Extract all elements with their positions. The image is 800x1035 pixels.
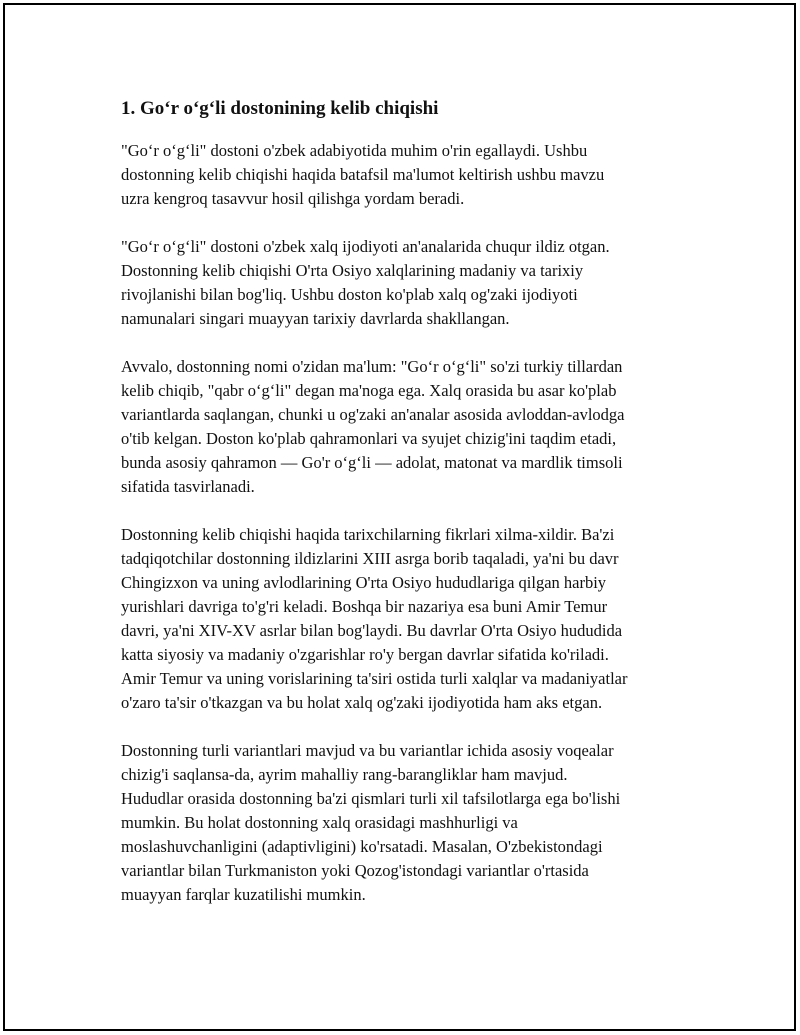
text-line: o'zaro ta'sir o'tkazgan va bu holat xalq og'zaki ijodiyotida ham aks etgan. [121, 693, 603, 712]
text-line: rivojlanishi bilan bog'liq. Ushbu doston ko'plab xalq og'zaki ijodiyoti [121, 285, 578, 304]
text-line: Avvalo, dostonning nomi o'zidan ma'lum: "Go‘r o‘g‘li" so'zi turkiy tillardan [121, 357, 623, 376]
text-line: uzra kengroq tasavvur hosil qilishga yordam beradi. [121, 189, 465, 208]
paragraph-3 [121, 355, 701, 499]
text-line: Dostonning kelib chiqishi O'rta Osiyo xalqlarining madaniy va tarixiy [121, 261, 584, 280]
text-line: namunalari singari muayyan tarixiy davrlarda shakllangan. [121, 309, 510, 328]
text-line: davri, ya'ni XIV-XV asrlar bilan bog'laydi. Bu davrlar O'rta Osiyo hududida [121, 621, 623, 640]
paragraph-2 [121, 235, 701, 331]
text-line: Hududlar orasida dostonning ba'zi qismlari turli xil tafsilotlarga ega bo'lishi [121, 789, 621, 808]
paragraph-4 [121, 523, 701, 715]
text-line: muayyan farqlar kuzatilishi mumkin. [121, 885, 366, 904]
text-line: bunda asosiy qahramon — Go'r o‘g‘li — adolat, matonat va mardlik timsoli [121, 453, 623, 472]
text-line: moslashuvchanligini (adaptivligini) ko'rsatadi. Masalan, O'zbekistondagi [121, 837, 603, 856]
text-line: tadqiqotchilar dostonning ildizlarini XIII asrga borib taqaladi, ya'ni bu davr [121, 549, 619, 568]
text-line: yurishlari davriga to'g'ri keladi. Boshqa bir nazariya esa buni Amir Temur [121, 597, 608, 616]
text-line: Amir Temur va uning vorislarining ta'siri ostida turli xalqlar va madaniyatlar [121, 669, 628, 688]
text-line: Dostonning turli variantlari mavjud va bu variantlar ichida asosiy voqealar [121, 741, 614, 760]
text-line: "Go‘r o‘g‘li" dostoni o'zbek xalq ijodiyoti an'analarida chuqur ildiz otgan. [121, 237, 610, 256]
text-line: Dostonning kelib chiqishi haqida tarixchilarning fikrlari xilma-xildir. Ba'zi [121, 525, 615, 544]
text-line: kelib chiqib, "qabr o‘g‘li" degan ma'noga ega. Xalq orasida bu asar ko'plab [121, 381, 617, 400]
text-line: o'tib kelgan. Doston ko'plab qahramonlari va syujet chizig'ini taqdim etadi, [121, 429, 617, 448]
text-line: katta siyosiy va madaniy o'zgarishlar ro'y bergan davrlar sifatida ko'riladi. [121, 645, 609, 664]
document-body [121, 93, 701, 931]
text-line: dostonning kelib chiqishi haqida batafsil ma'lumot keltirish ushbu mavzu [121, 165, 605, 184]
text-line: Chingizxon va uning avlodlarining O'rta Osiyo hududlariga qilgan harbiy [121, 573, 607, 592]
text-line: sifatida tasvirlanadi. [121, 477, 255, 496]
page-frame [3, 3, 796, 1031]
paragraph-5 [121, 739, 701, 907]
text-line: chizig'i saqlansa-da, ayrim mahalliy rang-barangliklar ham mavjud. [121, 765, 568, 784]
text-line: "Go‘r o‘g‘li" dostoni o'zbek adabiyotida muhim o'rin egallaydi. Ushbu [121, 141, 588, 160]
text-line: variantlar bilan Turkmaniston yoki Qozog'istondagi variantlar o'rtasida [121, 861, 589, 880]
text-line: variantlarda saqlangan, chunki u og'zaki an'analar asosida avloddan-avlodga [121, 405, 625, 424]
paragraph-1 [121, 139, 701, 211]
section-title: 1. Go‘r o‘g‘li dostonining kelib chiqishi [121, 98, 439, 119]
text-line: mumkin. Bu holat dostonning xalq orasidagi mashhurligi va [121, 813, 518, 832]
